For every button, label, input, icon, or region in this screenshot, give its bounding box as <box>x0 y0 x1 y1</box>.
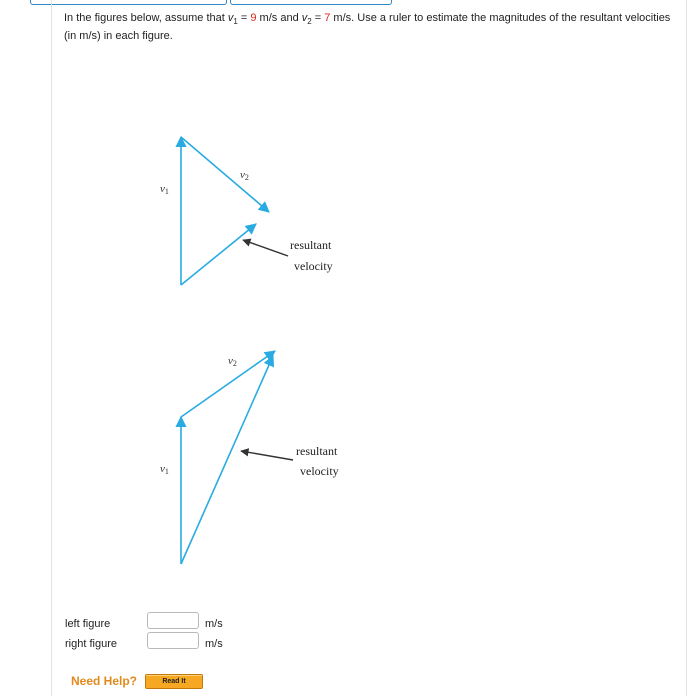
left-resultant-label-line2: velocity <box>294 259 333 273</box>
read-it-button[interactable]: Read It <box>145 674 203 689</box>
right-resultant-label-line2: velocity <box>300 464 339 478</box>
left-figure-unit: m/s <box>205 618 223 630</box>
left-figure-input[interactable] <box>147 612 199 629</box>
left-v1-label: v1 <box>160 183 169 196</box>
v1-value: 9 <box>250 12 257 24</box>
right-resultant-pointer <box>241 451 293 460</box>
v2-value: 7 <box>324 12 331 24</box>
left-figure <box>160 137 333 285</box>
question-prompt: In the figures below, assume that $v_1 = 9$ m/s and $v_2 = 7$ m/s. Use a ruler to estimate the magnitudes of the resultant velocities (in m/s) in each figure. <box>64 12 671 43</box>
right-resultant-arrow <box>181 356 273 564</box>
left-resultant-label-line1: resultant <box>290 238 332 252</box>
left-v2-label: v2 <box>240 169 249 182</box>
need-help-label: Need Help? <box>71 674 138 688</box>
right-figure-input[interactable] <box>147 632 199 649</box>
right-v1-label: v1 <box>160 463 169 476</box>
left-figure-label: left figure <box>65 618 111 630</box>
right-resultant-label-line1: resultant <box>296 444 338 458</box>
right-figure <box>160 351 339 564</box>
right-figure-unit: m/s <box>205 638 223 650</box>
left-resultant-arrow <box>181 224 256 285</box>
left-v2-arrow <box>181 137 269 212</box>
right-figure-label: right figure <box>65 638 117 650</box>
left-resultant-pointer <box>243 240 288 256</box>
right-v2-label: v2 <box>228 355 237 368</box>
